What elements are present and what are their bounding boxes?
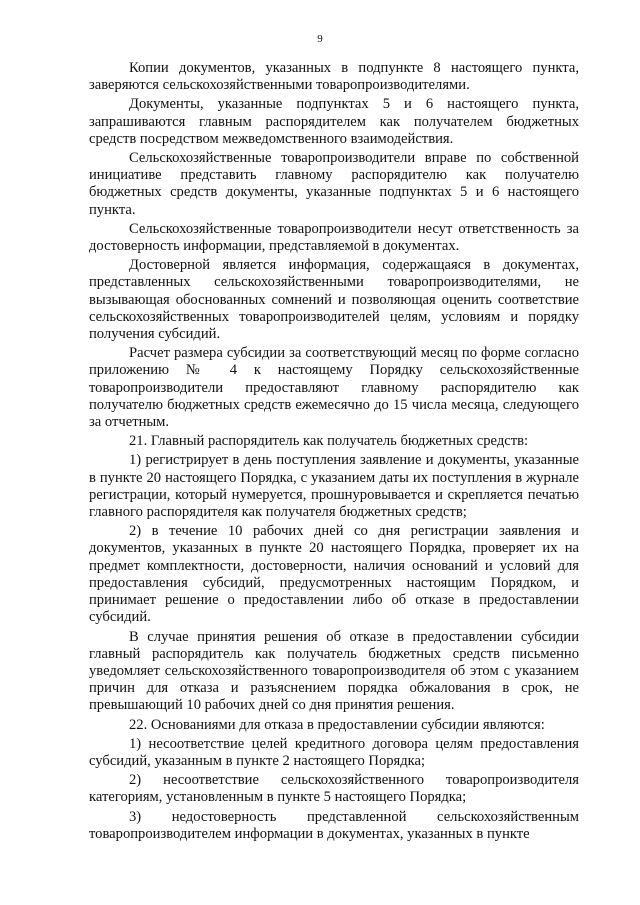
paragraph: Достоверной является информация, содержащаяся в документах, представленных сельскохозяйственными товаропроизводителями, не вызывающая обоснованных сомнений и позволяющая оценить соответствие сельскохозяйственных товаропроизводителей целям, условиям и порядку получения субсидий. xyxy=(89,257,579,343)
paragraph: 21. Главный распорядитель как получатель бюджетных средств: xyxy=(129,433,529,450)
paragraph: Сельскохозяйственные товаропроизводители вправе по собственной инициативе представить главному распорядителю как получателю бюджетных средств документы, указанные подпунктах 5 и 6 настоящего пункта. xyxy=(89,150,579,218)
paragraph: 1) регистрирует в день поступления заявление и документы, указанные в пункте 20 настоящего Порядка, с указанием даты их поступления в журнале регистрации, который нумеруется, прошнуровывается и скрепляется печатью главного распорядителя как получателя бюджетных средств; xyxy=(89,452,579,521)
paragraph: 3) недостоверность представленной сельскохозяйственным товаропроизводителем информации в документах, указанных в пункте xyxy=(89,808,579,842)
paragraph: Сельскохозяйственные товаропроизводители несут ответственность за достоверность информации, представляемой в документах. xyxy=(89,220,579,255)
document-body xyxy=(89,60,579,845)
paragraph: Документы, указанные подпунктах 5 и 6 настоящего пункта, запрашиваются главным распорядителем как получателем бюджетных средств посредством межведомственного взаимодействия. xyxy=(89,96,579,147)
paragraph: В случае принятия решения об отказе в предоставлении субсидии главный распорядитель как получатель бюджетных средств письменно уведомляет сельскохозяйственного товаропроизводителя об этом с указанием причин для отказа и разъяснением порядка обжалования в срок, не превышающий 10 рабочих дней со дня принятия решения. xyxy=(89,628,579,714)
paragraph: 1) несоответствие целей кредитного договора целям предоставления субсидий, указанным в пункте 2 настоящего Порядка; xyxy=(89,735,579,769)
paragraph: 22. Основаниями для отказа в предоставлении субсидии являются: xyxy=(129,716,545,733)
paragraph: Расчет размера субсидии за соответствующий месяц по форме согласно приложению № 4 к настоящему Порядку сельскохозяйственные товаропроизводители предоставляют главному распорядителю как получателю бюджетных средств ежемесячно до 15 числа месяца, следующего за отчетным. xyxy=(89,345,579,431)
paragraph: 2) в течение 10 рабочих дней со дня регистрации заявления и документов, указанных в пункте 20 настоящего Порядка, проверяет их на предмет комплектности, достоверности, наличия оснований и условий для предоставления субсидий, предусмотренных настоящим Порядком, и принимает решение о предоставлении либо об отказе в предоставлении субсидий. xyxy=(89,523,579,626)
paragraph: Копии документов, указанных в подпункте 8 настоящего пункта, заверяются сельскохозяйственными товаропроизводителями. xyxy=(89,60,579,94)
page-number: 9 xyxy=(317,33,323,45)
paragraph: 2) несоответствие сельскохозяйственного товаропроизводителя категориям, установленным в пункте 5 настоящего Порядка; xyxy=(89,772,579,806)
